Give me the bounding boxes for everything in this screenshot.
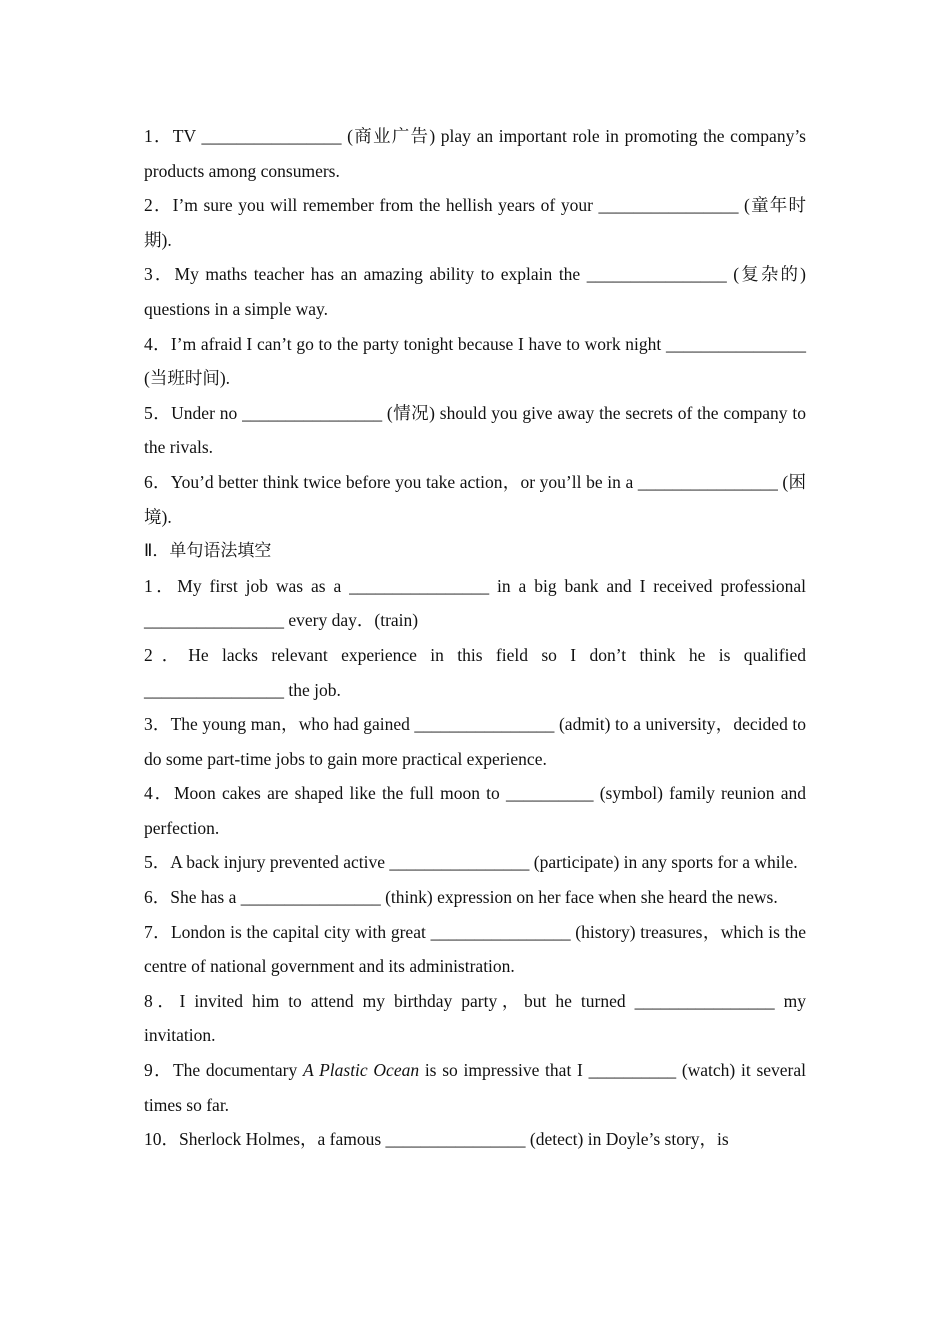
exercise-item: 2．He lacks relevant experience in this field so I don’t think he is qualified ________________ the job. [144,644,806,700]
exercise-item: 3．The young man，who had gained ________________ (admit) to a university，decided to do some part-time jobs to gain more practical experience. [144,714,806,769]
exercise-item: 8．I invited him to attend my birthday party，but he turned ________________ my invitation. [144,990,806,1046]
exercise-item: 1．My first job was as a ________________ in a big bank and I received professional ________________ every day．(train) [144,575,806,631]
section-heading: Ⅱ．单句语法填空 [144,541,272,562]
exercise-item: 5．A back injury prevented active ________________ (participate) in any sports for a while. [144,852,798,873]
exercise-item: 5．Under no ________________ (情况) should you give away the secrets of the company to the rivals. [144,402,806,458]
exercise-item: 3．My maths teacher has an amazing ability to explain the ________________ (复杂的) questions in a simple way. [144,264,806,319]
exercise-text-before: 9．The documentary [144,1060,303,1081]
exercise-item: 7．London is the capital city with great ________________ (history) treasures，which is the centre of national government and its administration. [144,921,806,977]
exercise-item: 1．TV ________________ (商业广告) play an important role in promoting the company’s products among consumers. [144,126,806,181]
exercise-text-after: is so impressive that I __________ (watch) it several times so far. [144,1060,806,1115]
exercise-item: 6．She has a ________________ (think) expression on her face when she heard the news. [144,887,778,908]
exercise-item: 4．Moon cakes are shaped like the full moon to __________ (symbol) family reunion and perfection. [144,783,806,838]
exercise-item: 4．I’m afraid I can’t go to the party tonight because I have to work night ________________ (当班时间). [144,333,806,389]
exercise-item: 2．I’m sure you will remember from the hellish years of your ________________ (童年时期). [144,195,806,250]
exercise-item: 10．Sherlock Holmes，a famous ________________ (detect) in Doyle’s story，is [144,1129,729,1150]
exercise-item [144,1053,806,1122]
worksheet-page [144,119,806,1157]
documentary-title: A Plastic Ocean [302,1060,420,1081]
exercise-item: 6．You’d better think twice before you take action，or you’ll be in a ________________ (困境). [144,471,806,527]
